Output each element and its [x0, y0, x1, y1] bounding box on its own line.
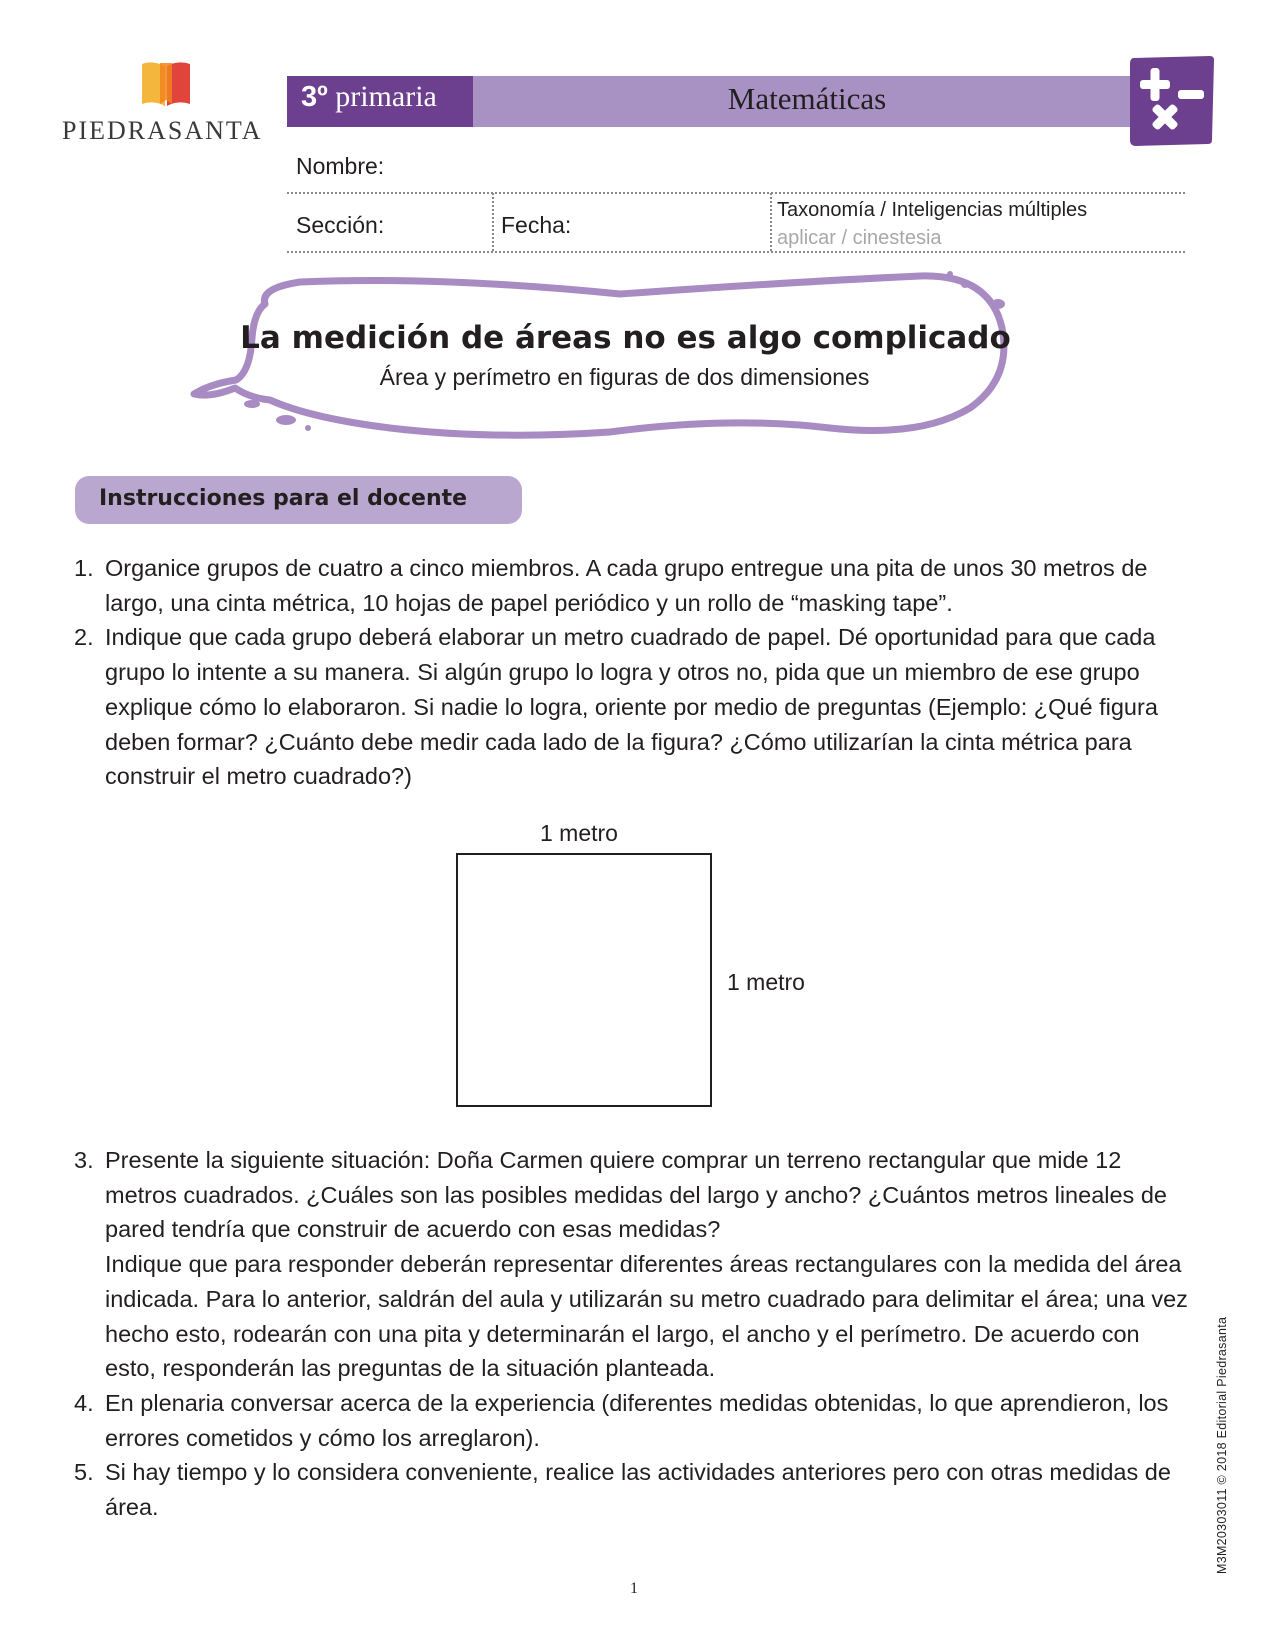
item-number: 1.: [74, 555, 94, 581]
square-figure: [456, 853, 712, 1107]
list-item: [74, 1143, 1189, 1386]
page-subtitle-text: Área y perímetro en figuras de dos dimensiones: [379, 364, 870, 390]
item-text: En plenaria conversar acerca de la experiencia (diferentes medidas obtenidas, lo que aprendieron, los errores cometidos y cómo los arreglaron).: [105, 1389, 1169, 1451]
name-label: Nombre:: [296, 153, 385, 179]
grade-label: [287, 76, 473, 127]
copyright-code: M3M20303011 © 2018 Editorial Piedrasanta: [1215, 1316, 1229, 1574]
page-title: [0, 320, 1275, 356]
section-heading: Instrucciones para el docente: [75, 476, 522, 524]
item-number: 5.: [74, 1459, 94, 1486]
side-dimension-label: 1 metro: [727, 969, 805, 995]
publisher-logo: [62, 60, 262, 150]
divider: [492, 193, 494, 251]
divider: [770, 193, 772, 251]
section-label: Sección:: [296, 212, 385, 238]
instructions-list: [74, 551, 1189, 794]
taxonomy-title: Taxonomía / Inteligencias múltiples: [777, 199, 1088, 221]
item-number: 2.: [74, 624, 94, 651]
page-subtitle: [0, 364, 1275, 391]
logo-text: PIEDRASANTA: [62, 116, 263, 145]
book-logo-icon: [140, 60, 192, 108]
taxonomy-value: aplicar / cinestesia: [777, 227, 942, 249]
list-item: [74, 551, 1189, 620]
page-title-text: La medición de áreas no es algo complicado: [240, 320, 1011, 356]
item-text: Presente la siguiente situación: Doña Carmen quiere comprar un terreno rectangular que mide 12 metros cuadrados. ¿Cuáles son las posibles medidas del largo y ancho? ¿Cuántos metros lineales de pared tendría que construir de acuerdo con esas medidas?: [105, 1147, 1167, 1243]
subject-title: Matemáticas: [473, 76, 1141, 127]
item-number: 3.: [74, 1147, 94, 1173]
math-operations-icon: [1126, 54, 1214, 148]
square-meter-diagram: [440, 820, 820, 1110]
divider: [287, 251, 1185, 253]
top-dimension-label: 1 metro: [540, 820, 618, 846]
list-item: [74, 1455, 1189, 1524]
list-item: [74, 1386, 1189, 1455]
item-text: Organice grupos de cuatro a cinco miembros. A cada grupo entregue una pita de unos 30 metros de largo, una cinta métrica, 10 hojas de papel periódico y un rollo de “masking tape”.: [105, 555, 1148, 616]
item-text: Si hay tiempo y lo considera conveniente, realice las actividades anteriores pero con otras medidas de área.: [105, 1459, 1171, 1521]
item-extra-text: Indique que para responder deberán representar diferentes áreas rectangulares con la medida del área indicada. Para lo anterior, saldrán del aula y utilizarán su metro cuadrado para delimitar el área; una vez hecho esto, rodearán con una pita y determinarán el largo, el ancho y el perímetro. De acuerdo con esto, responderán las preguntas de la situación planteada.: [105, 1251, 1188, 1382]
page-number: 1: [630, 1580, 638, 1597]
item-text: Indique que cada grupo deberá elaborar un metro cuadrado de papel. Dé oportunidad para que cada grupo lo intente a su manera. Si algún grupo lo logra y otros no, pida que un miembro de ese grupo explique cómo lo elaboraron. Si nadie lo logra, oriente por medio de preguntas (Ejemplo: ¿Qué figura deben formar? ¿Cuánto debe medir cada lado de la figura? ¿Cómo utilizarían la cinta métrica para construir el metro cuadrado?): [105, 624, 1158, 790]
list-item: [74, 620, 1189, 794]
title-banner: [190, 268, 1020, 448]
item-number: 4.: [74, 1389, 94, 1416]
divider: [287, 192, 1185, 194]
grade-word: primaria: [335, 80, 437, 113]
instructions-list: [74, 1143, 1189, 1525]
date-label: Fecha:: [501, 212, 572, 238]
grade-number: 3º: [301, 81, 328, 113]
